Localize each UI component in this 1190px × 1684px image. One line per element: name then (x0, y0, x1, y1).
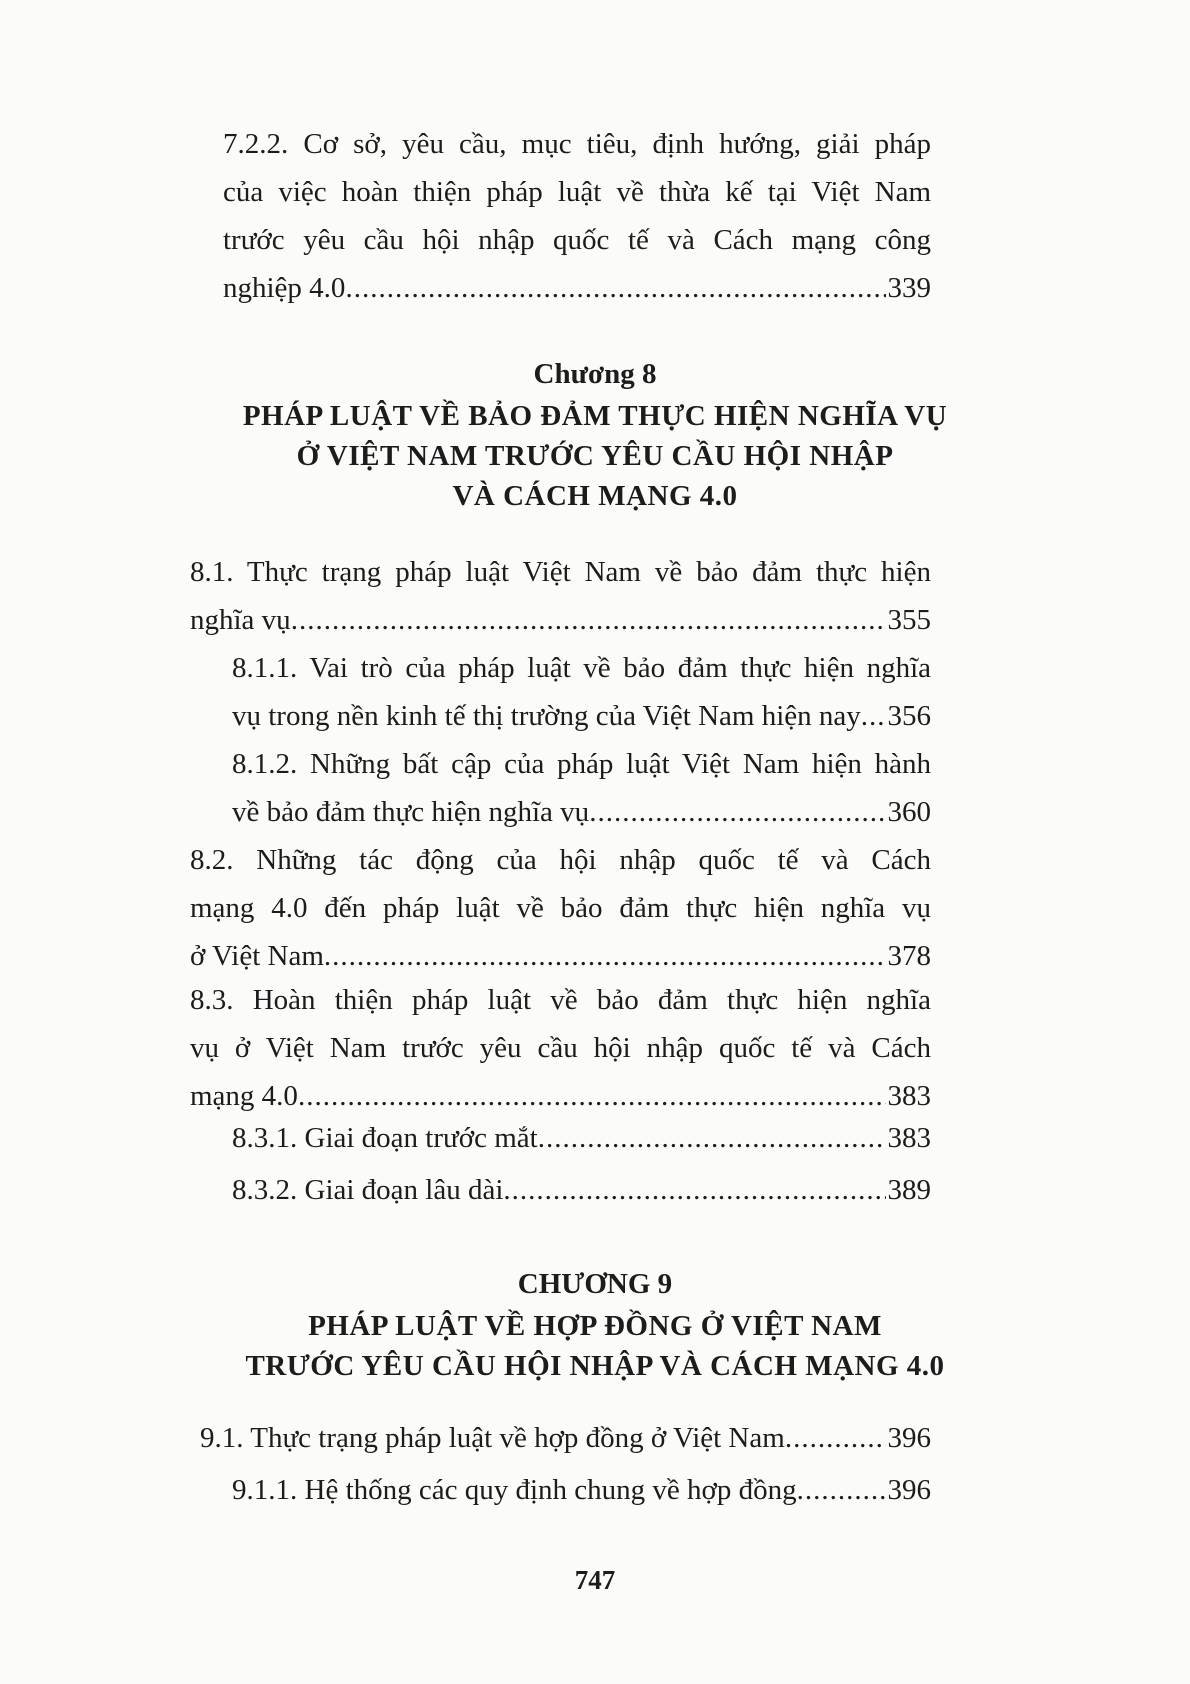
chapter-title-line: TRƯỚC YÊU CẦU HỘI NHẬP VÀ CÁCH MẠNG 4.0 (245, 1350, 945, 1382)
chapter-title-line: VÀ CÁCH MẠNG 4.0 (452, 480, 738, 512)
toc-leader-line (232, 1166, 931, 1214)
toc-entry-last-line: vụ trong nền kinh tế thị trường của Việt Nam hiện nay (232, 700, 861, 732)
toc-leader-line (232, 788, 931, 836)
toc-entry-last-line: mạng 4.0 (190, 1080, 298, 1112)
toc-entry-line: 8.3. Hoàn thiện pháp luật về bảo đảm thực hiện nghĩa (190, 984, 931, 1016)
page-number: 396 (887, 1422, 931, 1454)
toc-entry-line: 7.2.2. Cơ sở, yêu cầu, mục tiêu, định hướng, giải pháp (223, 128, 931, 160)
dot-leader (503, 1166, 885, 1214)
page-number: 396 (887, 1474, 931, 1506)
toc-entry-8-3-1 (232, 1114, 931, 1162)
toc-entry-8-1 (190, 548, 931, 644)
page-number: 378 (887, 940, 931, 972)
dot-leader (345, 264, 885, 312)
toc-entry-last-line: ở Việt Nam (190, 940, 324, 972)
toc-entry-8-2 (190, 836, 931, 980)
toc-leader-line (232, 1114, 931, 1162)
chapter-number: Chương 8 (533, 358, 657, 390)
dot-leader (589, 788, 885, 836)
toc-entry-line: 8.1. Thực trạng pháp luật Việt Nam về bảo đảm thực hiện (190, 556, 931, 588)
toc-entry-9-1-1 (232, 1466, 931, 1514)
page-number: 356 (887, 700, 931, 732)
toc-entry-8-1-1 (232, 644, 931, 740)
dot-leader (324, 932, 886, 980)
toc-entry-last-line: 9.1. Thực trạng pháp luật về hợp đồng ở Việt Nam (200, 1422, 785, 1454)
chapter-8-heading (0, 352, 1190, 516)
toc-entry-line: trước yêu cầu hội nhập quốc tế và Cách mạng công (223, 224, 931, 256)
chapter-title-line: PHÁP LUẬT VỀ BẢO ĐẢM THỰC HIỆN NGHĨA VỤ (242, 400, 948, 432)
chapter-9-heading (0, 1262, 1190, 1386)
page-number: 355 (887, 604, 931, 636)
page-number: 389 (887, 1174, 931, 1206)
toc-entry-last-line: 8.3.1. Giai đoạn trước mắt (232, 1122, 538, 1154)
page-number: 383 (887, 1122, 931, 1154)
toc-entry-8-1-2 (232, 740, 931, 836)
page-number: 339 (887, 272, 931, 304)
toc-entry-last-line: 8.3.2. Giai đoạn lâu dài (232, 1174, 504, 1206)
page-number: 383 (887, 1080, 931, 1112)
toc-entry-7-2-2 (223, 120, 931, 312)
toc-leader-line (190, 932, 931, 980)
toc-entry-line: 8.1.2. Những bất cập của pháp luật Việt Nam hiện hành (232, 748, 931, 780)
toc-entry-line: vụ ở Việt Nam trước yêu cầu hội nhập quốc tế và Cách (190, 1032, 931, 1064)
toc-entry-last-line: nghĩa vụ (190, 604, 291, 636)
dot-leader (298, 1072, 886, 1120)
toc-leader-line (190, 1072, 931, 1120)
dot-leader (797, 1466, 886, 1514)
toc-entry-8-3 (190, 976, 931, 1120)
toc-entry-last-line: nghiệp 4.0 (223, 272, 346, 304)
toc-leader-line (200, 1414, 931, 1462)
dot-leader (785, 1414, 886, 1462)
toc-leader-line (223, 264, 931, 312)
toc-leader-line (190, 596, 931, 644)
chapter-title-line: Ở VIỆT NAM TRƯỚC YÊU CẦU HỘI NHẬP (296, 440, 894, 472)
chapter-number: CHƯƠNG 9 (517, 1268, 673, 1300)
toc-leader-line (232, 1466, 931, 1514)
toc-entry-line: 8.2. Những tác động của hội nhập quốc tế và Cách (190, 844, 931, 876)
dot-leader (291, 596, 886, 644)
toc-entry-last-line: 9.1.1. Hệ thống các quy định chung về hợp đồng (232, 1474, 797, 1506)
dot-leader (538, 1114, 886, 1162)
page-number: 360 (887, 796, 931, 828)
dot-leader (861, 692, 886, 740)
chapter-title-line: PHÁP LUẬT VỀ HỢP ĐỒNG Ở VIỆT NAM (308, 1310, 882, 1342)
toc-leader-line (232, 692, 931, 740)
toc-entry-8-3-2 (232, 1166, 931, 1214)
toc-entry-last-line: về bảo đảm thực hiện nghĩa vụ (232, 796, 590, 828)
toc-entry-9-1 (200, 1414, 931, 1462)
page-folio-number: 747 (574, 1565, 616, 1595)
toc-entry-line: 8.1.1. Vai trò của pháp luật về bảo đảm thực hiện nghĩa (232, 652, 931, 684)
toc-entry-line: mạng 4.0 đến pháp luật về bảo đảm thực hiện nghĩa vụ (190, 892, 931, 924)
toc-entry-line: của việc hoàn thiện pháp luật về thừa kế tại Việt Nam (223, 176, 931, 208)
